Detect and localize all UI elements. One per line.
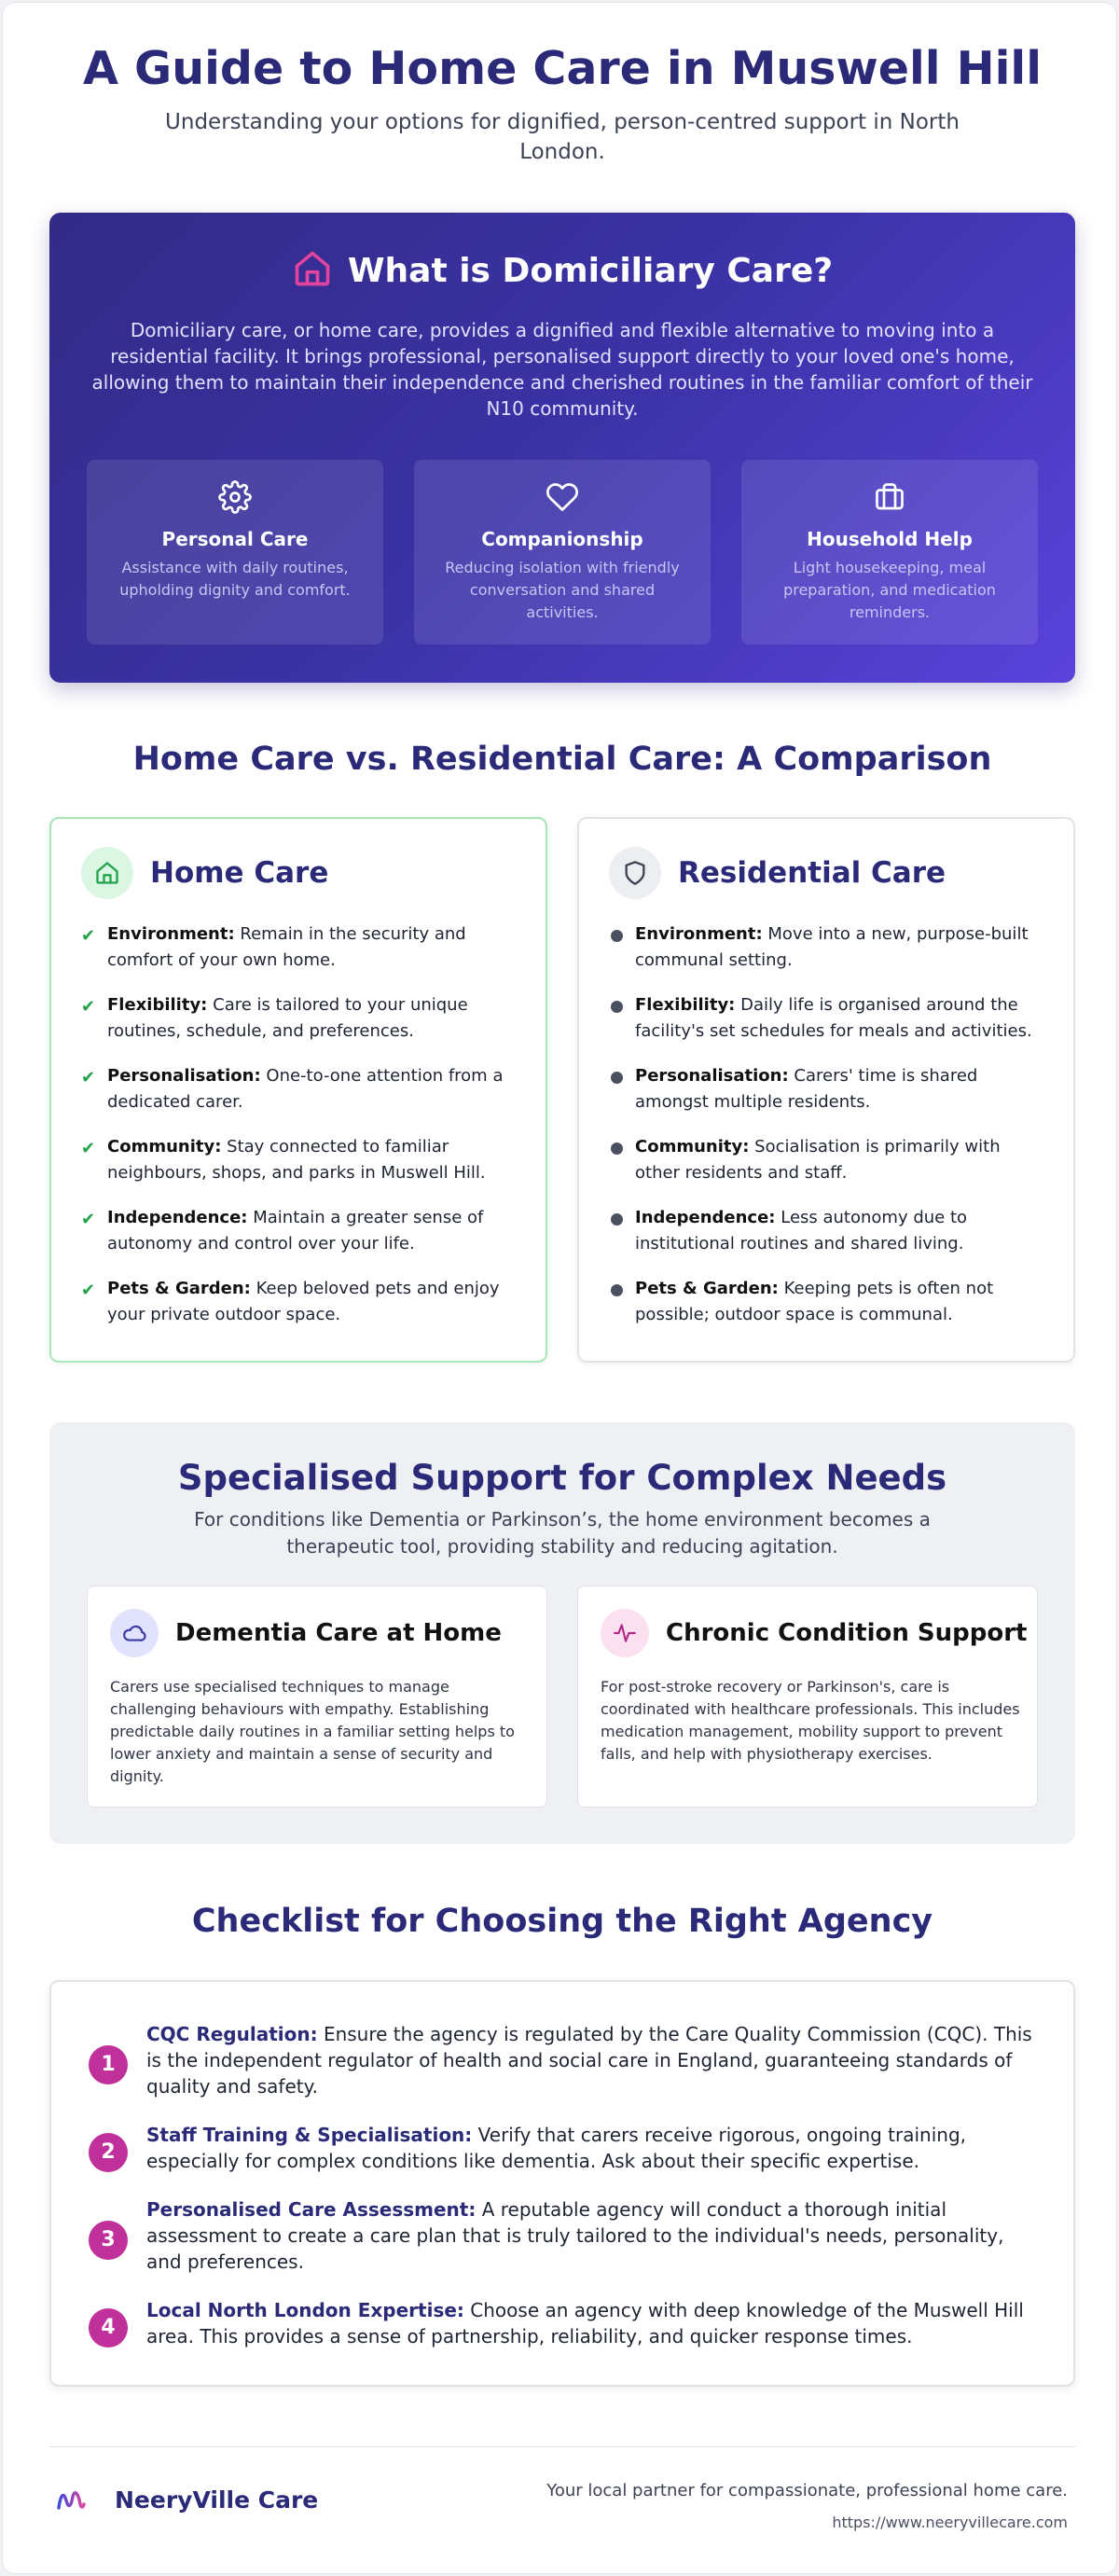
bullet-dot-icon [611,1213,623,1226]
house-icon [292,248,333,289]
home-care-card [49,817,547,1363]
chronic-icon-badge [601,1609,649,1657]
step-number: 1 [89,2045,128,2084]
home-care-title: Home Care [150,856,329,890]
item-text: Care is tailored to your unique routines, schedule, and preferences. [107,995,468,1041]
house-icon [94,860,120,886]
specialised-section [49,1422,1075,1844]
residential-care-icon-badge [609,847,661,899]
gear-icon [218,480,252,514]
list-item [81,1276,519,1347]
dementia-icon-badge [110,1609,159,1657]
checklist-card [49,1980,1075,2387]
domiciliary-description: Domiciliary care, or home care, provides a dignified and flexible alternative to moving into a residential facility. It brings professional, personalised support directly to your loved one's home, allowing them to maintain their independence and cherished routines in the familiar comfort of their N10 community. [91,319,1033,420]
bullet-dot-icon [611,1001,623,1013]
footer-tagline: Your local partner for compassionate, professional home care. [546,2481,1068,2500]
check-icon: ✔ [81,1210,96,1229]
brand-name: NeeryVille Care [115,2486,319,2514]
item-text: Socialisation is primarily with other residents and staff. [635,1137,1001,1183]
home-care-list [81,921,519,1347]
list-item [609,1063,1047,1134]
item-label: Community: [107,1137,222,1156]
bullet-dot-icon [611,1143,623,1155]
item-text: Maintain a greater sense of autonomy and control over your life. [107,1208,484,1253]
dementia-text: Carers use specialised techniques to manage challenging behaviours with empathy. Establishing predictable daily routines in a familiar setting helps to lower anxiety and maintain a sense of security and dignity. [110,1678,515,1785]
item-text: Verify that carers receive rigorous, ongoing training, especially for complex conditions like dementia. Ask about their specific expertise. [146,2124,967,2172]
step-number: 4 [89,2308,128,2347]
item-label: Pets & Garden: [107,1279,251,1298]
bullet-dot-icon [611,1284,623,1296]
item-label: Environment: [635,924,763,944]
list-item [609,1134,1047,1205]
cloud-icon [122,1621,146,1645]
item-label: Environment: [107,924,235,944]
item-label: Staff Training & Specialisation: [146,2124,473,2146]
bullet-dot-icon [611,1072,623,1084]
service-card-title: Personal Care [161,528,309,550]
service-card-household-help [741,460,1038,644]
bullet-dot-icon [611,930,623,942]
item-text: Keep beloved pets and enjoy your private outdoor space. [107,1279,500,1324]
page-subtitle: Understanding your options for dignified, person-centred support in North London. [165,110,960,164]
domiciliary-section [49,213,1075,683]
chronic-title: Chronic Condition Support [666,1619,1028,1647]
page [2,2,1117,2574]
check-icon: ✔ [81,997,96,1017]
service-card-title: Companionship [481,528,643,550]
pulse-icon [613,1621,637,1645]
item-text: Ensure the agency is regulated by the Care Quality Commission (CQC). This is the independent regulator of health and social care in England, guaranteeing standards of quality and safety. [146,2023,1032,2098]
item-text: Less autonomy due to institutional routines and shared living. [635,1208,968,1253]
logo-icon [55,2486,87,2514]
check-icon: ✔ [81,926,96,946]
item-label: Community: [635,1137,750,1156]
footer-divider [49,2446,1075,2447]
check-icon: ✔ [81,1281,96,1300]
list-item [81,1205,519,1276]
item-text: One-to-one attention from a dedicated carer. [107,1066,504,1112]
chronic-condition-card [577,1586,1038,1807]
item-label: Local North London Expertise: [146,2299,464,2321]
service-card-title: Household Help [807,528,973,550]
heart-icon [546,480,579,514]
residential-care-card [577,817,1075,1363]
list-item [81,992,519,1063]
item-label: Flexibility: [107,995,208,1015]
comparison-title: Home Care vs. Residential Care: A Comparison [132,741,992,778]
list-item [609,921,1047,992]
domiciliary-title: What is Domiciliary Care? [347,252,834,290]
list-item [609,992,1047,1063]
item-text: Move into a new, purpose-built communal setting. [635,924,1029,970]
step-number: 3 [89,2221,128,2260]
residential-care-title: Residential Care [678,856,946,890]
item-label: Personalisation: [635,1066,789,1086]
step-number: 2 [89,2133,128,2172]
service-card-text: Reducing isolation with friendly conversation and shared activities. [445,559,680,621]
shield-icon [622,860,648,886]
item-text: Choose an agency with deep knowledge of the Muswell Hill area. This provides a sense of partnership, reliability, and quicker response times. [146,2299,1024,2347]
item-label: Flexibility: [635,995,736,1015]
list-item [81,1063,519,1134]
list-item [609,1205,1047,1276]
item-label: Personalised Care Assessment: [146,2198,477,2221]
home-care-icon-badge [81,847,133,899]
check-icon: ✔ [81,1139,96,1158]
item-text: Carers' time is shared amongst multiple residents. [635,1066,978,1112]
item-label: Pets & Garden: [635,1279,779,1298]
footer-brand[interactable] [55,2486,318,2514]
service-card-text: Assistance with daily routines, upholding dignity and comfort. [119,559,351,599]
list-item [609,1276,1047,1347]
dementia-title: Dementia Care at Home [175,1619,502,1647]
item-label: Personalisation: [107,1066,261,1086]
briefcase-icon [873,480,906,514]
item-text: Remain in the security and comfort of your own home. [107,924,466,970]
item-text: Daily life is organised around the facility's set schedules for meals and activities. [635,995,1032,1041]
item-label: Independence: [635,1208,776,1227]
dementia-card [87,1586,547,1807]
item-text: Keeping pets is often not possible; outdoor space is communal. [635,1279,994,1324]
service-card-text: Light housekeeping, meal preparation, and medication reminders. [783,559,996,621]
hero [49,40,1075,167]
service-card-companionship [414,460,711,644]
list-item [81,921,519,992]
chronic-text: For post-stroke recovery or Parkinson's, care is coordinated with healthcare professionals. This includes medication management, mobility support to prevent falls, and help with physiotherapy exercises. [601,1678,1020,1763]
domiciliary-heading [49,248,1075,294]
list-item [81,1134,519,1205]
service-card-personal-care [87,460,383,644]
item-label: CQC Regulation: [146,2023,318,2045]
item-text: Stay connected to familiar neighbours, shops, and parks in Muswell Hill. [107,1137,486,1183]
item-text: A reputable agency will conduct a thorough initial assessment to create a care plan that is truly tailored to the individual's needs, personality, and preferences. [146,2198,1004,2273]
check-icon: ✔ [81,1068,96,1087]
item-label: Independence: [107,1208,248,1227]
page-title: A Guide to Home Care in Muswell Hill [83,42,1042,95]
residential-care-list [609,921,1047,1347]
checklist-title: Checklist for Choosing the Right Agency [191,1903,933,1940]
specialised-subtitle: For conditions like Dementia or Parkinson’s, the home environment becomes a therapeutic tool, providing stability and reducing agitation. [194,1508,931,1558]
specialised-title: Specialised Support for Complex Needs [177,1458,947,1498]
footer-url-link[interactable]: https://www.neeryvillecare.com [832,2514,1068,2531]
